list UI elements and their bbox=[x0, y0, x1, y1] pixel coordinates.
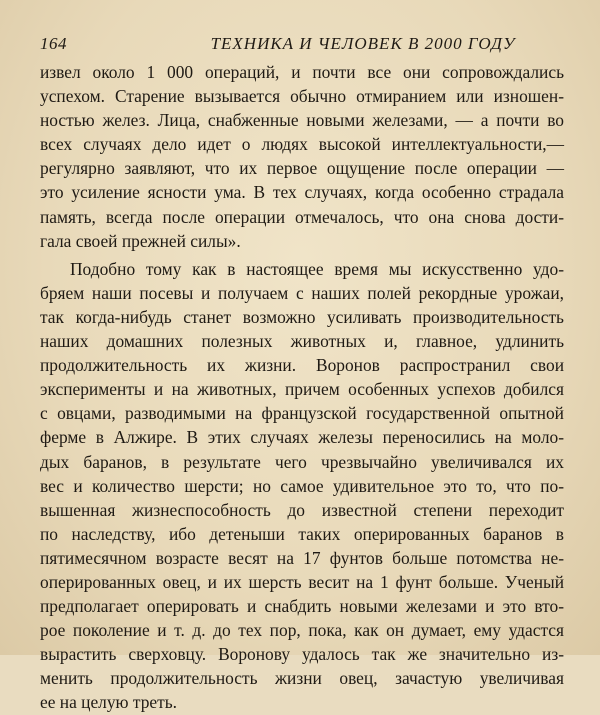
text-line: пятимесячном возрасте весят на 17 фунтов больше потомства не- bbox=[40, 547, 564, 568]
text-line: продолжительность их жизни. Воронов распространил свои bbox=[40, 355, 564, 376]
text-line: оперированных овец, и их шерсть весит на 1 фунт больше. Ученый bbox=[40, 571, 564, 592]
text-line: извел около 1 000 операций, и почти все они сопровождались bbox=[40, 62, 564, 82]
page-number: 164 bbox=[40, 34, 67, 53]
text-line: менить продолжительность жизни овец, зачастую увеличивая bbox=[40, 668, 564, 689]
text-line: эксперименты и на животных, причем особенных успехов добился bbox=[40, 379, 564, 400]
body-text bbox=[40, 60, 564, 715]
text-line: Подобно тому как в настоящее время мы искусственно удо- bbox=[70, 258, 564, 279]
text-line: ее на целую треть. bbox=[40, 692, 178, 713]
text-line: вес и количество шерсти; но самое удивительное это то, что по- bbox=[40, 475, 564, 496]
text-line: предполагает оперировать и снабдить новыми железами и это вто- bbox=[40, 596, 564, 617]
text-line: память, всегда после операции отмечалось, что она снова дости- bbox=[40, 206, 564, 227]
text-line: дых баранов, в результате чего чрезвычайно увеличивался их bbox=[40, 451, 564, 472]
paragraph-2 bbox=[40, 257, 564, 715]
text-line: регулярно заявляют, что их первое ощущение после операции — bbox=[40, 158, 564, 179]
text-line: с овцами, разводимыми на французской государственной опытной bbox=[40, 403, 564, 424]
text-line: успехом. Старение вызывается обычно отмиранием или изношен- bbox=[40, 86, 564, 107]
text-line: рое поколение и т. д. до тех пор, пока, как он думает, ему удастся bbox=[40, 620, 564, 641]
text-line: наших домашних полезных животных и, главное, удлинить bbox=[40, 331, 564, 352]
text-line: всех случаях дело идет о людях высокой интеллектуальности,— bbox=[40, 134, 564, 155]
text-line: так когда-нибудь станет возможно усиливать производительность bbox=[40, 306, 564, 327]
text-line: ферме в Алжире. В этих случаях железы переносились на моло- bbox=[40, 427, 564, 448]
text-line: по наследству, ибо детеныши таких оперированных баранов в bbox=[40, 523, 564, 544]
text-line: гала своей прежней силы». bbox=[40, 230, 241, 251]
text-line: вырастить сверховцу. Воронову удалось так же значительно из- bbox=[40, 644, 564, 665]
page-header bbox=[40, 30, 564, 60]
text-line: это усиление ясности ума. В тех случаях, когда особенно страдала bbox=[40, 182, 564, 203]
running-head: ТЕХНИКА И ЧЕЛОВЕК В 2000 ГОДУ bbox=[210, 34, 516, 53]
text-line: вышенная жизнеспособность до известной степени переходит bbox=[40, 499, 564, 520]
text-line: ностью желез. Лица, снабженные новыми железами, — а почти во bbox=[40, 110, 564, 131]
paragraph-1 bbox=[40, 60, 564, 253]
text-line: бряем наши посевы и получаем с наших полей рекордные урожаи, bbox=[40, 282, 564, 303]
